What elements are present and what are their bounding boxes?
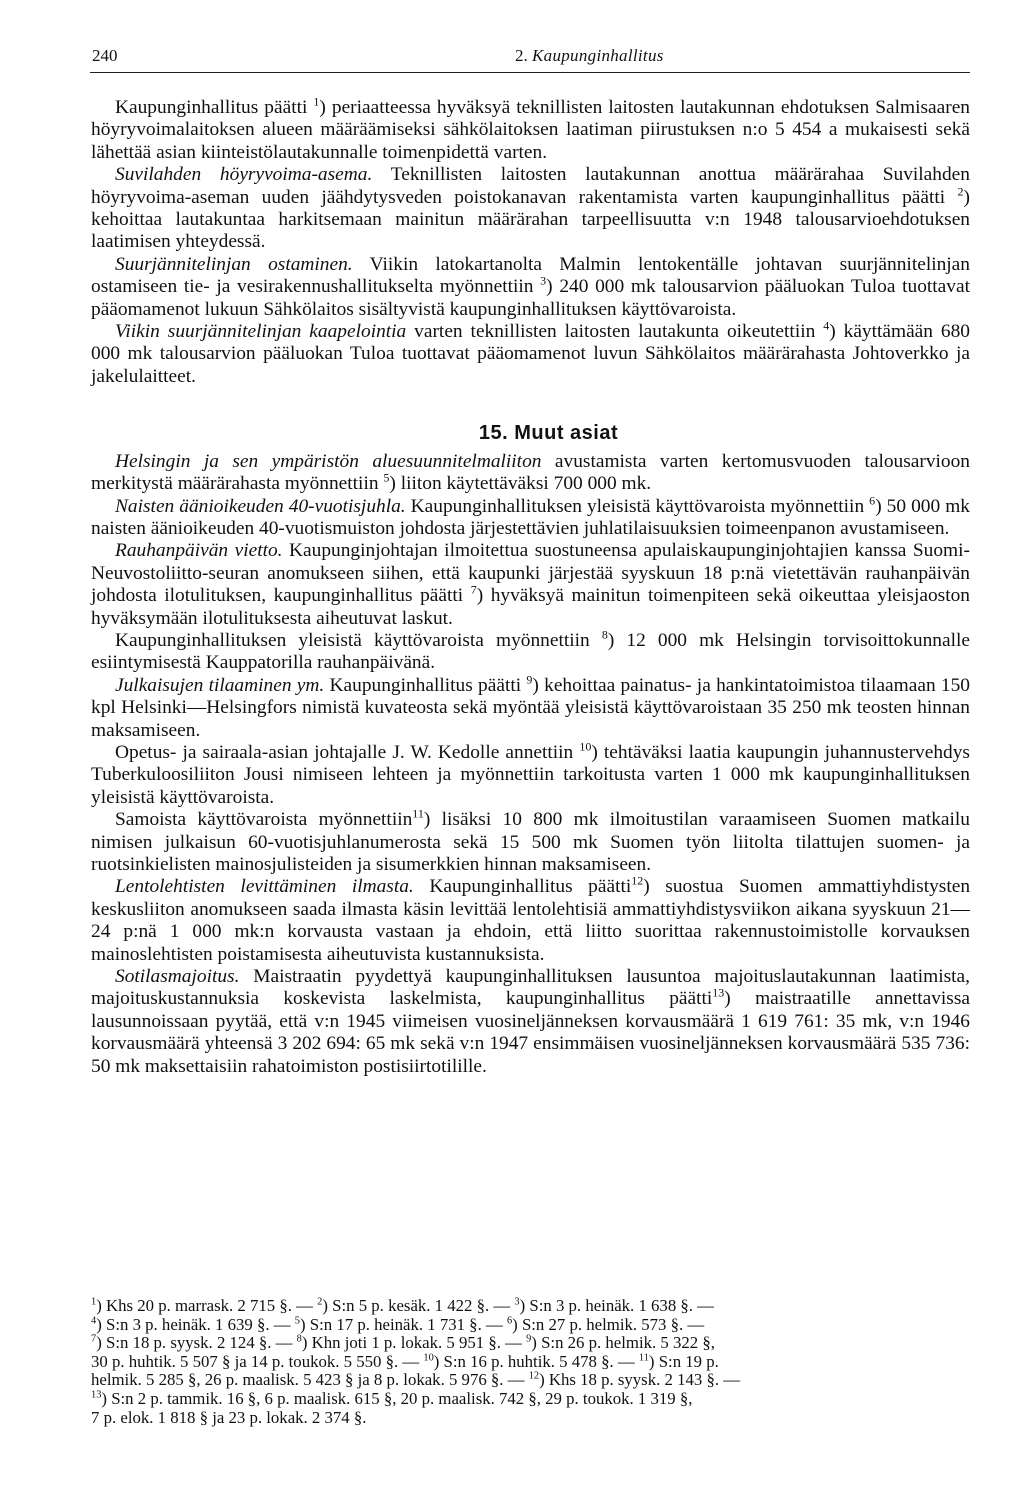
paragraph [91,318,971,388]
paragraph [91,966,970,1078]
footnote-line [91,1297,970,1316]
text-run: ) S:n 18 p. syysk. 2 124 §. — [96,1333,297,1353]
footnote-ref: 5 [294,1315,300,1326]
text-run: Teknillisten laitosten lautakunnan anottua määrärahaa Suvilahden höyryvoima-aseman uuden jäähdytysveden poistokanavan rakentamista varten kaupunginhallitus päätti [91,164,970,208]
footnote-ref: 1 [313,94,320,109]
run-in-heading: Suvilahden höyryvoima-asema. [115,164,373,186]
footnote-ref: 12 [528,1370,540,1382]
paragraph [91,739,970,809]
paragraph [91,806,970,876]
text-run: Kaupunginhallitus päätti [413,876,632,898]
text-run: Kaupunginhallituksen yleisistä käyttövaroista myönnettiin [115,629,602,651]
text-run: ) 12 000 mk Helsingin torvisoittokunnalle esiintymisestä Kauppatorilla rauhanpäivänä. [91,629,970,674]
footnote-line [91,1390,970,1409]
text-run: ) kehoittaa lautakuntaa harkitsemaan mainitun määrärahan tarpeellisuutta v:n 1948 talousarvioehdotuksen laatimisen yhteydessä. [91,186,970,253]
text-run: ) S:n 19 p. [648,1351,719,1371]
text-run: ) suostua Suomen ammattiyhdistysten keskusliiton anomukseen saada ilmasta käsin levittää lentolehtisiä ammattiyhdistysviikon aikana syyskuun 21—24 p:nä 1 000 mk:n korvausta vastaan ja ehdoin, että liitto suorittaa rakennustoimistolle korvauksen mainoslehtisten poistamisesta aiheutuvista kustannuksista. [91,876,971,965]
paragraph-group-2 [91,451,970,1078]
text-run: ) lisäksi 10 800 mk ilmoitustilan varaamiseen Suomen matkailu nimisen julkaisun 60-vuotisjuhlanumerosta sekä 15 500 mk Suomen työn liitolta tilattujen suomen- ja ruotsinkielisten mainosjulisteiden ja sisumerkkien hinnan maksamiseen. [91,809,970,875]
footnote-ref: 3 [540,273,547,288]
footnote-ref: 4 [823,318,830,333]
footnote-ref: 8 [601,627,608,642]
footnote-ref: 11 [638,1352,649,1364]
text-run: Samoista käyttövaroista myönnettiin [115,809,413,831]
text-run: 7 p. elok. 1 818 § ja 23 p. lokak. 2 374 §. [91,1407,367,1427]
run-in-heading: Helsingin ja sen ympäristön aluesuunnitelmaliiton [115,450,542,472]
text-run: Kaupunginjohtajan ilmoitettua suostuneensa apulaiskaupunginjohtajien kanssa Suomi-Neuvostoliitto-seuran anomukseen siihen, että kaupunki järjestää syyskuun 18 p:nä vietettävän rauhanpäivän johdosta ilotulituksen, kaupunginhallitus päätti [91,540,970,607]
text-run: Kaupunginhallitus päätti [115,97,314,118]
footnote-ref: 5 [383,470,390,485]
text-run: ) S:n 3 p. heinäk. 1 639 §. — [96,1314,295,1334]
text-run: ) liiton käytettäväksi 700 000 mk. [389,473,652,495]
footnote-ref: 11 [412,806,424,821]
footnote-ref: 4 [91,1315,97,1326]
footnote-ref: 10 [579,739,592,754]
run-in-heading: Suurjännitelinjan ostaminen. [115,253,353,275]
text-run: ) Khs 18 p. syysk. 2 143 §. — [539,1370,741,1390]
run-in-heading: Naisten äänioikeuden 40-vuotisjuhla. [115,495,406,517]
text-run: ) kehoittaa painatus- ja hankintatoimistoa tilaamaan 150 kpl Helsinki—Helsingfors nimistä kuvateosta sekä myöntää yleisistä käyttövaroistaan 35 250 mk teosten hinnan maksamiseen. [91,674,971,741]
footnote-ref: 9 [526,672,533,687]
footnote-ref: 13 [712,985,725,1000]
text-run: 30 p. huhtik. 5 507 § ja 14 p. toukok. 5 550 §. — [91,1351,424,1371]
text-run: Opetus- ja sairaala-asian johtajalle J. W. Kedolle annettiin [115,741,580,763]
text-run: ) S:n 16 p. huhtik. 5 478 §. — [433,1351,639,1371]
footnote-ref: 2 [317,1296,323,1308]
body-text [91,94,971,1078]
footnotes [91,1297,970,1427]
footnote-ref: 1 [91,1296,97,1308]
text-run: ) maistraatille annettavissa lausunnoissaan pyytää, että v:n 1945 viimeisen vuosineljänneksen korvausmäärä 1 619 761: 35 mk, v:n 1946 korvausmäärä yhteensä 3 202 694: 65 mk sekä v:n 1947 ensimmäisen vuosineljänneksen korvausmäärä 535 736: 50 mk maksettaisiin rahatoimiston postisiirtotilille. [91,988,970,1077]
text-run: varten teknillisten laitosten lautakunta oikeutettiin [406,321,824,343]
footnote-line [91,1371,970,1390]
run-in-heading: Rauhanpäivän vietto. [115,540,283,562]
paragraph [91,873,971,966]
paragraph [91,94,970,164]
text-run: ) S:n 26 p. helmik. 5 322 §, [531,1333,715,1353]
text-run: ) tehtäväksi laatia kaupungin juhannustervehdys Tuberkuloosiliiton Jousi nimiseen lehteen ja myönnettiin tarkoitusta varten 1 000 mk kaupunginhallituksen yleisistä käyttövaroista. [91,741,970,808]
text-run: ) 240 000 mk talousarvion pääluokan Tuloa tuottavat pääomamenot lukuun Sähkölaitos sisältyvistä kaupunginhallituksen käyttövaroista. [91,276,970,320]
chapter-number: 2. [515,46,528,65]
paragraph [91,540,970,630]
footnote-ref: 3 [514,1296,520,1308]
run-in-heading: Lentolehtisten levittäminen ilmasta. [115,876,414,898]
run-in-heading: Sotilasmajoitus. [115,966,240,988]
text-run: Kaupunginhallitus päätti [324,674,527,696]
section-heading: 15. Muut asiat [478,422,619,445]
footnote-ref: 9 [526,1333,532,1345]
text-run: ) S:n 3 p. heinäk. 1 638 §. — [519,1296,714,1315]
text-run: avustamista varten kertomusvuoden talousarvioon merkitystä määrärahasta myönnettiin [91,450,971,495]
text-run: helmik. 5 285 §, 26 p. maalisk. 5 423 § ja 8 p. lokak. 5 976 §. — [91,1370,529,1390]
text-run: Kaupunginhallituksen yleisistä käyttövaroista myönnettiin [405,495,870,517]
footnote-ref: 12 [631,873,644,888]
page-number: 240 [92,46,118,65]
footnote-line [91,1316,970,1335]
footnote-line [91,1334,970,1353]
footnote-line [91,1353,970,1372]
footnote-ref: 2 [957,184,964,199]
text-run: ) S:n 2 p. tammik. 16 §, 6 p. maalisk. 615 §, 20 p. maalisk. 742 §, 29 p. toukok. 1 319 §, [101,1388,693,1408]
text-run: ) käyttämään 680 000 mk talousarvion pääluokan Tuloa tuottavat pääomamenot luvun Sähkölaitos määrärahasta Johtoverkko ja jakelulaitteet. [91,321,971,387]
paragraph [91,164,970,254]
page-header [90,44,970,73]
text-run: ) S:n 5 p. kesäk. 1 422 §. — [322,1296,515,1315]
run-in-heading: Viikin suurjännitelinjan kaapelointia [115,321,407,343]
paragraph [91,627,970,675]
paragraph [91,493,970,541]
text-run: ) Khn joti 1 p. lokak. 5 951 §. — [301,1333,527,1353]
text-run: ) periaatteessa hyväksyä teknillisten laitosten lautakunnan ehdotuksen Salmisaaren höyryvoimalaitoksen alueen määräämiseksi sähkölaitoksen laatiman piirustuksen n:o 5 454 a mukaisesti sekä lähettää asian kiinteistölautakunnalle toimenpidettä varten. [91,97,970,163]
paragraph [91,254,970,321]
footnote-ref: 8 [296,1333,302,1345]
footnote-ref: 7 [470,582,477,597]
footnote-ref: 10 [423,1352,434,1364]
text-run: Viikin latokartanolta Malmin lentokentälle johtavan suurjännitelinjan ostamiseen tie- ja vesirakennushallitukselta myönnettiin [91,253,970,298]
paragraph [91,672,971,742]
text-run: ) S:n 17 p. heinäk. 1 731 §. — [299,1314,507,1334]
footnote-ref: 6 [506,1315,513,1326]
paragraph [91,451,970,496]
text-run: ) hyväksyä mainitun toimenpiteen sekä oikeuttaa yleisjaoston hyväksymään ilotulituksesta aiheutuvat laskut. [91,585,970,629]
footnote-ref: 7 [91,1333,97,1345]
text-run: ) Khs 20 p. marrask. 2 715 §. — [96,1296,318,1315]
text-run: ) S:n 27 p. helmik. 573 §. — [512,1314,705,1334]
running-head [515,46,664,66]
footnote-ref: 13 [91,1389,102,1401]
text-run: ) 50 000 mk naisten äänioikeuden 40-vuotismuiston johdosta järjestettävien juhlatilaisuuksien toimeenpanon avustamiseen. [91,495,970,539]
paragraph-group-1 [91,94,971,388]
text-run: Maistraatin pyydettyä kaupunginhallituksen lausuntoa majoituslautakunnan laatimista, majoituskustannuksia koskevista laskelmista, kaupunginhallitus päätti [91,966,970,1010]
footnote-line [91,1409,970,1428]
footnote-ref: 6 [869,493,876,508]
run-in-heading: Julkaisujen tilaaminen ym. [115,674,325,696]
chapter-title: Kaupunginhallitus [532,46,664,65]
